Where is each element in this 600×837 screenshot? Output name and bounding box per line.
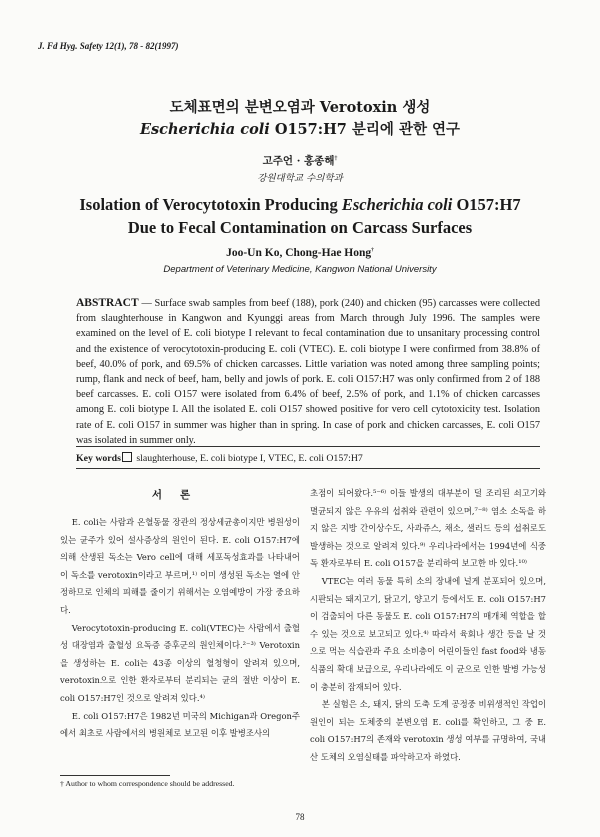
page-number: 78: [295, 812, 305, 822]
right-paragraph-2: VTEC는 여러 동물 특히 소의 장내에 널게 분포되어 있으며, 시판되는 돼지고기, 닭고기, 양고기 등에서도 E. coli O157:H7이 검출되어 다른 동물도 E. coli O157:H7의 매개체 역할을 할 수 있는 것으로 보고되고 있다.⁴⁾ 따라서 육회나 생간 등을 날 것으로 먹는 식습관과 주요 소비층이 어린이들인 fast food와 냉동식품의 확대 보급으로, 우리나라에도 이 균으로 인한 발병 가능성이 충분히 잠재되어 있다.: [310, 575, 546, 692]
right-paragraph-3: 본 실험은 소, 돼지, 닭의 도축 도계 공정중 비위생적인 작업이 원인이 되는 도체중의 분변오염 E. coli를 확인하고, 그 중 E. coli O157:H7의 존재와 verotoxin 생성 여부를 규명하여, 국내산 도체의 오염실태를 파악하고자 하였다.: [310, 699, 546, 762]
english-author-names: Joo-Un Ko, Chong-Hae Hong: [226, 247, 372, 259]
checkbox-square-icon: [122, 452, 132, 462]
left-paragraph-2: Verocytotoxin-producing E. coli(VTEC)는 사람에서 출혈성 대장염과 출혈성 요독증 증후군의 원인체이다.²⁻³⁾ Verotoxin을 생성하는 E. coli는 43종 이상의 혈청형이 알려져 있으며, verotoxin으로 인한 환자로부터 분리되는 균의 절반 이상이 E. coli O157:H7인 것으로 알려져 있다.⁴⁾: [60, 622, 300, 703]
korean-author-names: 고주언 · 홍종해: [262, 155, 335, 167]
keywords-label: Key words: [76, 453, 121, 464]
section-heading-introduction: 서론: [151, 489, 209, 501]
left-paragraph-3: E. coli O157:H7은 1982년 미국의 Michigan과 Oregon주에서 최초로 사람에서의 병원체로 보고된 이후 발병조사의: [60, 710, 300, 739]
korean-title-rest: O157:H7 분리에 관한 연구: [269, 121, 461, 138]
abstract: [76, 296, 540, 448]
english-title-line-1: [0, 193, 600, 216]
english-affiliation: Department of Veterinary Medicine, Kangwon National University: [163, 264, 437, 275]
korean-title-line-2: [0, 119, 600, 141]
korean-affiliation: 강원대학교 수의학과: [257, 173, 343, 184]
korean-authors: [0, 153, 600, 168]
left-column: [60, 514, 300, 743]
english-title-part-c: O157:H7: [452, 195, 521, 214]
english-title-species: Escherichia coli: [341, 195, 453, 214]
english-title-part-a: Isolation of Verocytotoxin Producing: [79, 195, 342, 214]
footnote-rule: [60, 775, 170, 776]
dagger-mark: †: [334, 155, 338, 162]
keywords-text: slaughterhouse, E. coli biotype I, VTEC, E. coli O157:H7: [133, 453, 363, 464]
keywords: [76, 452, 540, 464]
dagger-mark-english: †: [371, 247, 374, 254]
english-title-line-2: Due to Fecal Contamination on Carcass Surfaces: [127, 218, 473, 237]
abstract-label: ABSTRACT: [76, 297, 139, 309]
right-column: [310, 485, 546, 767]
journal-citation: J. Fd Hyg. Safety 12(1), 78 - 82(1997): [38, 41, 179, 51]
korean-title-species: Escherichia coli: [139, 121, 270, 138]
korean-title-line-1: 도체표면의 분변오염과 Verotoxin 생성: [169, 99, 431, 116]
abstract-text: — Surface swab samples from beef (188), pork (240) and chicken (95) carcasses were collected from slaughterhouse in Kangwon and Kyunggi areas from March through July 1996. The samples were examined on the level of E. coli biotype I relevant to fecal contamination due to unsanitary processing control and the existence of verocytotoxin-producing E. coli (VTEC). E. coli biotype I were confirmed from 38.8% of beef, 40.0% of pork, and 69.5% of chicken carcasses. Little variation was noted among three sampling points; rump, flank and neck of beef, ham, belly and jowls of pork. E. coli O157:H7 was only confirmed from 2 of 188 beef carcasses. E. coli O157 were isolated from 6.4% of beef, 2.5% of pork, and 1.1% of chicken carcasses among E. coli biotype I. All the isolated E. coli O157 showed positive for vero cell cytotoxicity test. Isolation rate of E. coli O157 in summer was higher than in spring. In case of pork and chicken carcasses, E. coli O157 was isolated in summer only.: [76, 298, 540, 446]
english-authors: [0, 247, 600, 259]
right-paragraph-1: 초점이 되어왔다.⁵⁻⁶⁾ 이들 발생의 대부분이 덜 조리된 쇠고기와 멸균되지 않은 우유의 섭취와 관련이 있으며,⁷⁻⁸⁾ 염소 소독을 하지 않은 지방 간이상수도, 사과쥬스, 채소, 샐러드 등의 섭취로도 발생하는 것으로 알려져 있다.⁹⁾ 우리나라에서는 1994년에 식중독 환자로부터 E. coli O157을 분리하여 보고한 바 있다.¹⁰⁾: [310, 488, 546, 569]
left-paragraph-1: E. coli는 사람과 온혈동물 장관의 정상세균총이지만 병원성이 있는 균주가 있어 설사증상의 원인이 된다. E. coli O157:H7에 의해 산생된 독소는 Vero cell에 대해 세포독성효과를 나타내어 이 독소를 verotoxin이라고 부르며,¹⁾ 이미 생성된 독소는 열에 안정하므로 인체의 피해를 줄이기 위해서는 오염예방이 가장 중요하다.: [60, 517, 300, 615]
keywords-top-rule: [76, 446, 540, 447]
keywords-bottom-rule: [76, 468, 540, 469]
footnote: † Author to whom correspondence should be addressed.: [60, 779, 235, 788]
